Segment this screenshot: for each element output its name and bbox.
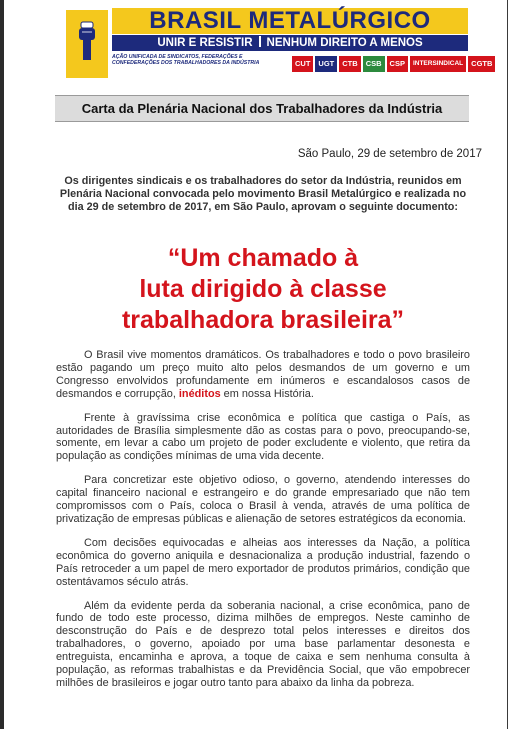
page-right-edge xyxy=(507,0,526,729)
slogan-right: NENHUM DIREITO A MENOS xyxy=(266,37,423,49)
union-logo-ctb: CTB xyxy=(339,56,360,72)
union-logo-ugt: UGT xyxy=(315,56,337,72)
paragraph-4: Com decisões equivocadas e alheias aos interesses da Nação, a política econômica do governo aniquila e desnacionaliza a produção industrial, fazendo o País retroceder a um papel de mero exportador de produtos primários, condição que ostentávamos século atrás. xyxy=(56,536,470,588)
fist-wrench-icon xyxy=(76,20,98,60)
union-logo-cut: CUT xyxy=(292,56,313,72)
intro-paragraph: Os dirigentes sindicais e os trabalhadores do setor da Indústria, reunidos em Plenária Nacional convocada pelo movimento Brasil Metalúrgico e realizada no dia 29 de setembro de 2017, em São Paulo, aprovam o seguinte documento: xyxy=(59,175,467,213)
paragraph-1-end: em nossa História. xyxy=(220,387,314,400)
union-logo-cgtb: CGTB xyxy=(468,56,495,72)
page-left-edge xyxy=(0,0,4,729)
union-logo-csb: CSB xyxy=(363,56,385,72)
masthead xyxy=(60,7,493,80)
paragraph-1 xyxy=(56,349,470,401)
paragraph-3: Para concretizar este objetivo odioso, o governo, atendendo interesses do capital financeiro nacional e estrangeiro e do grande empresariado que não tem compromissos com o País, coloca o Brasil à venda, através de uma política de privatização de empresas públicas e alienação de setores estratégicos da economia. xyxy=(56,474,470,525)
slogan-separator xyxy=(259,36,261,47)
masthead-subtitle: AÇÃO UNIFICADA DE SINDICATOS, FEDERAÇÕES E CONFEDERAÇÕES DOS TRABALHADORES DA INDÚSTRIA xyxy=(112,54,260,66)
union-logos xyxy=(292,56,495,72)
headline-line-1: “Um chamado à xyxy=(167,244,359,272)
masthead-slogan xyxy=(112,35,468,51)
slogan-left: UNIR E RESISTIR xyxy=(157,37,253,49)
paragraph-1-start: O Brasil vive momentos dramáticos. Os trabalhadores e todo o povo brasileiro estão pagando um preço muito alto pelos desmandos de um governo e um Congresso envolvidos profundamente em inúmeros e escandalosos casos de desmandos e corrupção, xyxy=(56,349,470,400)
union-logo-intersindical: INTERSINDICAL xyxy=(410,56,466,72)
headline-line-3: trabalhadora brasileira” xyxy=(121,306,405,334)
letter-title: Carta da Plenária Nacional dos Trabalhadores da Indústria xyxy=(55,95,469,122)
paragraph-5: Além da evidente perda da soberania nacional, a crise econômica, pano de fundo de todo este processo, dizima milhões de empregos. Neste caminho de desconstrução do País e de desprezo total pelos interesses e direitos dos trabalhadores, o governo, apoiado por uma base parlamentar desonesta e entreguista, encaminha e aprova, a toque de caixa e sem nenhuma consulta à população, as reformas trabalhistas e da Previdência Social, que vão empobrecer milhões de brasileiros e jogar outro tanto para abaixo da linha da pobreza. xyxy=(56,599,470,689)
headline-line-2: luta dirigido à classe xyxy=(139,275,387,303)
headline xyxy=(56,243,470,336)
union-logo-csp: CSP xyxy=(387,56,408,72)
highlight-ineditos: inéditos xyxy=(178,387,221,400)
paragraph-2: Frente à gravíssima crise econômica e política que castiga o País, as autoridades de Brasília simplesmente dão as costas para o povo, preocupando-se, somente, em levar a cabo um projeto de poder excludente e violento, que retira da população as condições mínimas de uma vida decente. xyxy=(56,411,470,463)
masthead-title: BRASIL METALÚRGICO xyxy=(112,8,468,34)
letter-body xyxy=(56,349,470,701)
letter-date: São Paulo, 29 de setembro de 2017 xyxy=(297,148,482,160)
fist-logo xyxy=(66,10,108,78)
